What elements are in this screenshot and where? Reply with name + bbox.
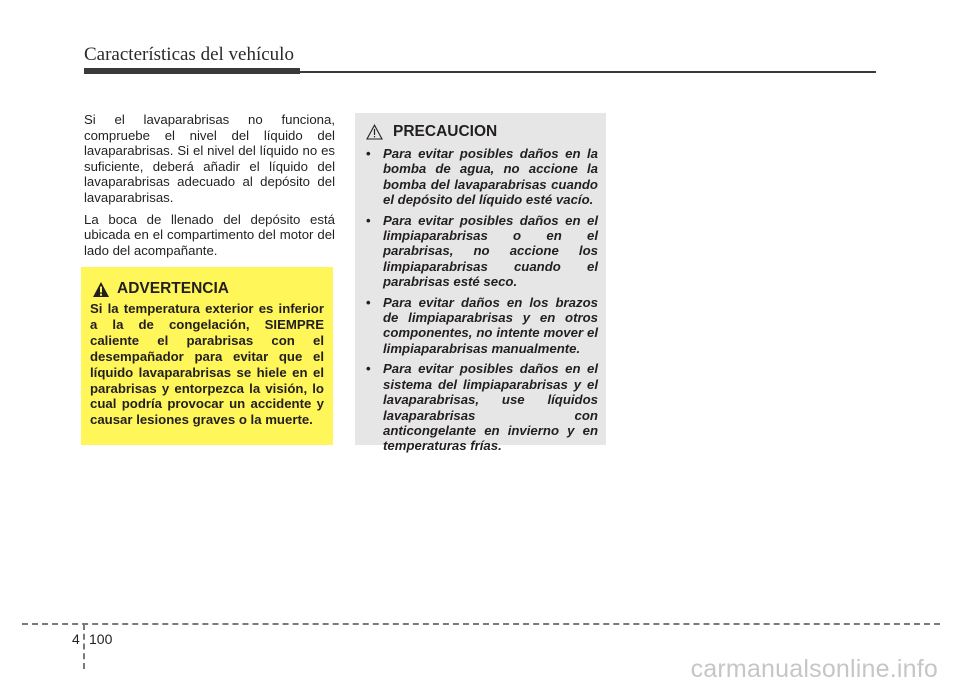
caution-box: [355, 113, 606, 454]
caution-item: [363, 213, 598, 290]
bullet: •: [366, 212, 371, 228]
body-paragraph: Si el lavaparabrisas no funciona, compruebe el nivel del líquido del lavaparabrisas. Si el nivel del líquido no es suficiente, deberá añadir el líquido del lavaparabrisas adecuado al depósito del lavaparabrisas.: [84, 112, 335, 205]
caution-title: PRECAUCION: [393, 123, 498, 140]
footer-dashed-divider: [83, 624, 85, 669]
bullet: •: [366, 294, 371, 310]
header-rule-thick: [84, 68, 300, 74]
caution-item: [363, 361, 598, 453]
body-paragraph: La boca de llenado del depósito está ubicada en el compartimento del motor del lado del acompañante.: [84, 211, 335, 258]
warning-header: [90, 279, 324, 299]
footer-page-number: 100: [89, 631, 113, 647]
caution-triangle-icon: [366, 124, 383, 140]
warning-text: Si la temperatura exterior es inferior a la de congelación, SIEMPRE caliente el parabrisas con el desempañador para evitar que el líquido lavaparabrisas se hiele en el parabrisas y entorpezca la visión, lo cual podría provocar un accidente y causar lesiones graves o la muerte.: [90, 301, 324, 428]
warning-title: ADVERTENCIA: [117, 280, 229, 297]
warning-triangle-icon: [92, 281, 110, 298]
caution-list: [363, 146, 598, 454]
warning-box: [81, 267, 333, 445]
caution-item-text: Para evitar posibles daños en la bomba de agua, no accione la bomba del lavaparabrisas cuando el depósito del líquido esté vacío.: [383, 146, 598, 208]
page-header-title: Características del vehículo: [84, 44, 294, 65]
caution-item-text: Para evitar posibles daños en el sistema del limpiaparabrisas y el lavaparabrisas, use líquidos lavaparabrisas con anticongelante en invierno y en temperaturas frías.: [383, 361, 598, 454]
caution-item-text: Para evitar daños en los brazos de limpiaparabrisas y en otros componentes, no intente mover el limpiaparabrisas manualmente.: [383, 294, 598, 356]
header-rule-thin: [300, 71, 876, 73]
bullet: •: [366, 146, 371, 161]
caution-header: [363, 122, 598, 142]
caution-item: [363, 146, 598, 208]
caution-item: [363, 295, 598, 357]
footer-chapter-number: 4: [72, 631, 80, 647]
bullet: •: [366, 361, 371, 377]
body-text: [84, 112, 335, 264]
caution-item-text: Para evitar posibles daños en el limpiaparabrisas o en el parabrisas, no accione los limpiaparabrisas cuando el parabrisas esté seco.: [383, 212, 598, 290]
footer-dashed-line: [22, 623, 940, 625]
watermark-link[interactable]: carmanualsonline.info: [690, 655, 938, 683]
